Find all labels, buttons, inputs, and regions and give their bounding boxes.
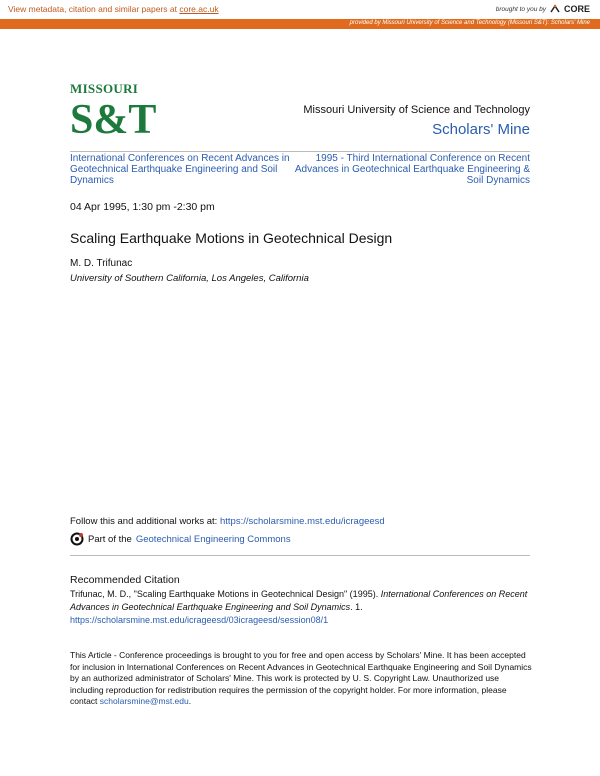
follow-url-link[interactable]: https://scholarsmine.mst.edu/icrageesd	[219, 516, 385, 527]
logo-st-text: S&T	[70, 97, 157, 143]
part-of-text: Part of the	[88, 533, 132, 545]
contact-email-link[interactable]: scholarsmine@mst.edu	[99, 696, 189, 706]
provided-by-text[interactable]: provided by Missouri University of Science and Technology (Missouri S&T): Scholars' Mine	[349, 20, 590, 26]
paper-date: 04 Apr 1995, 1:30 pm -2:30 pm	[70, 201, 215, 213]
paper-author: M. D. Trifunac	[70, 258, 133, 269]
divider	[70, 151, 530, 152]
follow-works	[70, 516, 385, 527]
logo-missouri-text: MISSOURI	[70, 81, 139, 96]
brought-by-text: brought to you by	[495, 5, 546, 13]
citation-venue: International Conferences on Recent Advances in Geotechnical Earthquake Engineering and Soil Dynamics	[70, 589, 528, 612]
recommended-citation	[70, 588, 532, 627]
disclaimer-end: .	[188, 696, 192, 706]
citation-url-link[interactable]: https://scholarsmine.mst.edu/icrageesd/03icrageesd/session08/1	[70, 615, 329, 625]
logo-st-mark	[70, 95, 157, 143]
conference-event-link[interactable]: 1995 - Third International Conference on Recent Advances in Geotechnical Earthquake Engineering & Soil Dynamics	[294, 153, 530, 186]
citation-text: Trifunac, M. D., "Scaling Earthquake Motions in Geotechnical Design" (1995).	[70, 589, 379, 599]
university-name: Missouri University of Science and Technology	[303, 104, 530, 116]
access-disclaimer	[70, 650, 532, 708]
part-of-commons	[70, 532, 291, 546]
recommended-citation-heading: Recommended Citation	[70, 574, 180, 586]
commons-network-icon	[70, 532, 84, 546]
core-link[interactable]: core.ac.uk	[179, 4, 219, 14]
core-logo-icon	[549, 4, 561, 14]
geotechnical-commons-link[interactable]: Geotechnical Engineering Commons	[135, 533, 291, 545]
missouri-st-logo	[70, 81, 157, 143]
core-label: CORE	[563, 4, 590, 14]
follow-text: Follow this and additional works at:	[70, 516, 218, 527]
divider	[70, 555, 530, 556]
paper-title: Scaling Earthquake Motions in Geotechnical Design	[70, 230, 393, 246]
conference-series-link[interactable]: International Conferences on Recent Advances in Geotechnical Earthquake Engineering and Soil Dynamics	[70, 153, 290, 186]
scholars-mine-link[interactable]: Scholars' Mine	[432, 121, 530, 138]
disclaimer-text: This Article - Conference proceedings is brought to you for free and open access by Scholars' Mine. It has been accepted for inclusion in International Conferences on Recent Advances in Geotechnical Earthquake Engineering and Soil Dynamics by an authorized administrator of Scholars' Mine. This work is protected by U. S. Copyright Law. Unauthorized use including reproduction for redistribution requires the permission of the copyright holder. For more information, please contact	[70, 650, 532, 706]
brought-by-core[interactable]	[496, 4, 590, 14]
core-metadata-note	[8, 4, 219, 14]
author-affiliation: University of Southern California, Los Angeles, California	[70, 273, 309, 284]
core-metadata-text: View metadata, citation and similar papers at	[8, 4, 177, 14]
citation-end: . 1.	[350, 602, 363, 612]
